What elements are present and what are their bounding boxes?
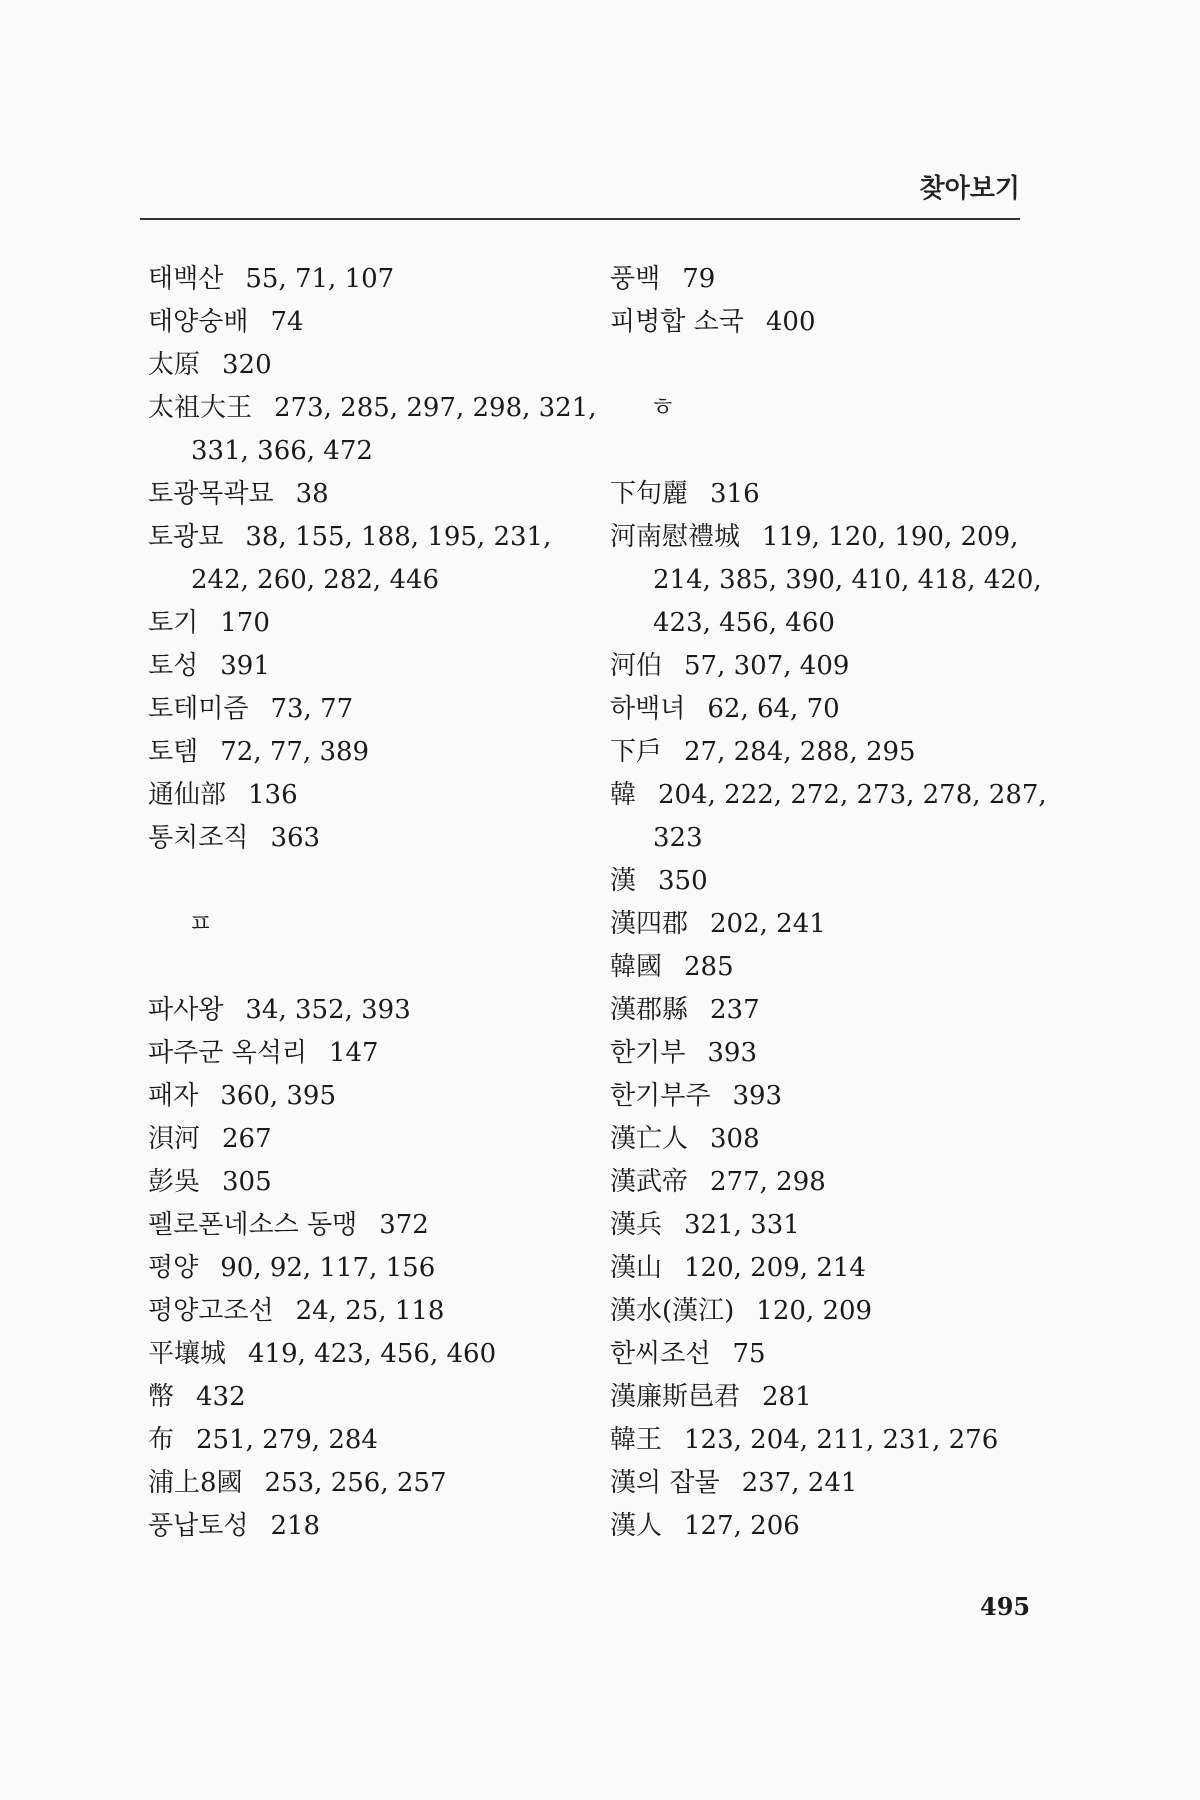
page-references: 253, 256, 257 <box>264 1468 447 1498</box>
index-entry <box>610 688 1050 731</box>
index-term: 韓 <box>610 780 637 810</box>
index-term: 漢郡縣 <box>610 995 689 1025</box>
index-entry <box>148 1161 588 1204</box>
index-term: 漢水(漢江) <box>610 1296 735 1326</box>
page-references: 432 <box>196 1382 246 1412</box>
index-entry <box>148 516 588 559</box>
page-references: 267 <box>222 1124 272 1154</box>
index-term: 한기부 <box>610 1038 686 1068</box>
index-entry <box>148 731 588 774</box>
page-references: 127, 206 <box>684 1511 800 1541</box>
index-entry <box>610 1161 1050 1204</box>
page-references: 237 <box>710 995 760 1025</box>
index-term: 下句麗 <box>610 479 689 509</box>
index-entry <box>610 1075 1050 1118</box>
index-term: 패자 <box>148 1081 199 1111</box>
page-references: 285 <box>684 952 734 982</box>
index-term: 태양숭배 <box>148 307 249 337</box>
page-references: 73, 77 <box>270 694 354 724</box>
index-term: 토테미즘 <box>148 694 249 724</box>
page-references: 281 <box>762 1382 812 1412</box>
index-term: 토기 <box>148 608 199 638</box>
page-references: 123, 204, 211, 231, 276 <box>684 1425 999 1455</box>
page-references: 202, 241 <box>710 909 826 939</box>
index-term: 풍납토성 <box>148 1511 249 1541</box>
page-references: 147 <box>328 1038 379 1068</box>
index-entry-continuation: 423, 456, 460 <box>653 608 835 638</box>
index-term: 韓王 <box>610 1425 663 1455</box>
index-term: 하백녀 <box>610 694 686 724</box>
index-entry <box>610 1462 1050 1505</box>
page-references: 38 <box>295 479 329 509</box>
running-head: 찾아보기 <box>919 174 1020 204</box>
index-term: 下戶 <box>610 737 663 767</box>
index-entry <box>148 1462 588 1505</box>
page-references: 119, 120, 190, 209, <box>762 522 1019 552</box>
page-references: 393 <box>707 1038 757 1068</box>
index-entry <box>148 344 588 387</box>
index-term: 토템 <box>148 737 199 767</box>
index-entry-continuation: 323 <box>653 823 703 853</box>
index-entry <box>610 1204 1050 1247</box>
index-term: 漢廉斯邑君 <box>610 1382 741 1412</box>
index-entry <box>148 1204 588 1247</box>
page-references: 74 <box>270 307 304 337</box>
index-entry <box>610 1505 1050 1548</box>
index-entry <box>148 1376 588 1419</box>
page-references: 308 <box>710 1124 760 1154</box>
index-entry <box>148 1419 588 1462</box>
index-term: 태백산 <box>148 264 224 294</box>
page-references: 360, 395 <box>220 1081 337 1111</box>
index-term: 한기부주 <box>610 1081 711 1111</box>
index-entry <box>148 774 588 817</box>
index-entry <box>148 1247 588 1290</box>
index-entry-continuation: 242, 260, 282, 446 <box>191 565 440 595</box>
index-term: 파사왕 <box>148 995 224 1025</box>
index-term: 漢人 <box>610 1511 663 1541</box>
index-entry <box>148 387 597 430</box>
index-entry <box>610 258 1050 301</box>
index-entry <box>610 645 1050 688</box>
page-references: 57, 307, 409 <box>684 651 850 681</box>
page-references: 237, 241 <box>741 1468 858 1498</box>
index-term: 펠로폰네소스 동맹 <box>148 1210 358 1240</box>
index-entry <box>148 1118 588 1161</box>
page-references: 391 <box>220 651 270 681</box>
index-entry <box>610 860 1050 903</box>
index-term: 평양 <box>148 1253 199 1283</box>
blank-line <box>148 860 588 903</box>
index-entry <box>148 688 588 731</box>
index-term: 河伯 <box>610 651 663 681</box>
index-term: 漢四郡 <box>610 909 689 939</box>
index-entry <box>610 1290 1050 1333</box>
page-references: 170 <box>220 608 270 638</box>
index-entry <box>148 602 588 645</box>
page-references: 321, 331 <box>684 1210 800 1240</box>
index-entry <box>610 1376 1050 1419</box>
page-references: 363 <box>270 823 321 853</box>
index-entry <box>610 903 1050 946</box>
index-entry <box>148 1505 588 1548</box>
page-references: 55, 71, 107 <box>245 264 395 294</box>
page-references: 251, 279, 284 <box>196 1425 378 1455</box>
index-entry <box>610 989 1050 1032</box>
index-term: 평양고조선 <box>148 1296 274 1326</box>
index-term: 파주군 옥석리 <box>148 1038 307 1068</box>
index-entry-continuation: 214, 385, 390, 410, 418, 420, <box>653 565 1042 595</box>
index-term: 漢兵 <box>610 1210 663 1240</box>
page-references: 393 <box>732 1081 783 1111</box>
index-entry <box>148 301 588 344</box>
page-references: 62, 64, 70 <box>707 694 840 724</box>
page-references: 136 <box>248 780 298 810</box>
index-term: 통치조직 <box>148 823 249 853</box>
index-entry <box>148 473 588 516</box>
page-references: 218 <box>270 1511 321 1541</box>
index-entry <box>610 473 1050 516</box>
index-entry <box>148 645 588 688</box>
page-references: 204, 222, 272, 273, 278, 287, <box>658 780 1047 810</box>
page-number: 495 <box>980 1592 1031 1621</box>
page-references: 120, 209 <box>756 1296 873 1326</box>
index-entry <box>148 817 588 860</box>
page-references: 320 <box>222 350 272 380</box>
index-entry <box>610 516 1050 559</box>
index-term: 幣 <box>148 1382 175 1412</box>
page-references: 316 <box>710 479 760 509</box>
index-entry <box>610 731 1050 774</box>
page-references: 372 <box>379 1210 429 1240</box>
index-entry-continuation: 331, 366, 472 <box>191 436 373 466</box>
index-term: 彭吳 <box>148 1167 201 1197</box>
section-letter: ㅎ <box>650 393 676 423</box>
index-entry <box>148 1032 588 1075</box>
index-term: 풍백 <box>610 264 661 294</box>
index-term: 토성 <box>148 651 199 681</box>
section-letter: ㅍ <box>188 909 214 939</box>
index-entry <box>610 1333 1050 1376</box>
index-entry <box>610 1118 1050 1161</box>
index-entry <box>148 1075 588 1118</box>
index-term: 漢 <box>610 866 637 896</box>
index-term: 布 <box>148 1425 175 1455</box>
page-references: 400 <box>765 307 816 337</box>
index-term: 漢山 <box>610 1253 663 1283</box>
page-references: 419, 423, 456, 460 <box>248 1339 497 1369</box>
index-term: 浿河 <box>148 1124 201 1154</box>
page-references: 120, 209, 214 <box>684 1253 866 1283</box>
index-term: 한씨조선 <box>610 1339 711 1369</box>
blank-line <box>610 344 1050 387</box>
header-rule <box>140 218 1020 220</box>
page-references: 75 <box>732 1339 766 1369</box>
page-references: 277, 298 <box>710 1167 826 1197</box>
page-references: 72, 77, 389 <box>220 737 370 767</box>
index-entry <box>610 1419 1050 1462</box>
page-references: 350 <box>658 866 708 896</box>
index-entry <box>610 1247 1050 1290</box>
page-references: 27, 284, 288, 295 <box>684 737 916 767</box>
blank-line <box>610 430 1050 473</box>
index-entry <box>610 1032 1050 1075</box>
index-term: 漢亡人 <box>610 1124 689 1154</box>
blank-line <box>148 946 588 989</box>
index-term: 通仙部 <box>148 780 227 810</box>
index-term: 피병합 소국 <box>610 307 744 337</box>
index-column-right <box>610 258 1050 1548</box>
index-term: 太祖大王 <box>148 393 253 423</box>
index-entry <box>148 1290 588 1333</box>
index-entry <box>148 1333 588 1376</box>
index-entry <box>148 258 588 301</box>
index-term: 平壤城 <box>148 1339 227 1369</box>
index-term: 河南慰禮城 <box>610 522 741 552</box>
index-column-left <box>148 258 597 1548</box>
index-entry <box>148 989 588 1032</box>
index-entry <box>610 301 1050 344</box>
page-references: 24, 25, 118 <box>295 1296 445 1326</box>
index-entry <box>610 774 1050 817</box>
index-term: 浦上8國 <box>148 1468 243 1498</box>
page-references: 90, 92, 117, 156 <box>220 1253 436 1283</box>
index-entry <box>610 946 1050 989</box>
index-term: 韓國 <box>610 952 663 982</box>
index-term: 太原 <box>148 350 201 380</box>
index-term: 토광묘 <box>148 522 224 552</box>
page-references: 79 <box>682 264 716 294</box>
index-term: 漢의 잡물 <box>610 1468 720 1498</box>
page-references: 34, 352, 393 <box>245 995 411 1025</box>
page-references: 305 <box>222 1167 272 1197</box>
index-term: 漢武帝 <box>610 1167 689 1197</box>
page-references: 273, 285, 297, 298, 321, <box>274 393 597 423</box>
index-term: 토광목곽묘 <box>148 479 274 509</box>
page-references: 38, 155, 188, 195, 231, <box>245 522 552 552</box>
